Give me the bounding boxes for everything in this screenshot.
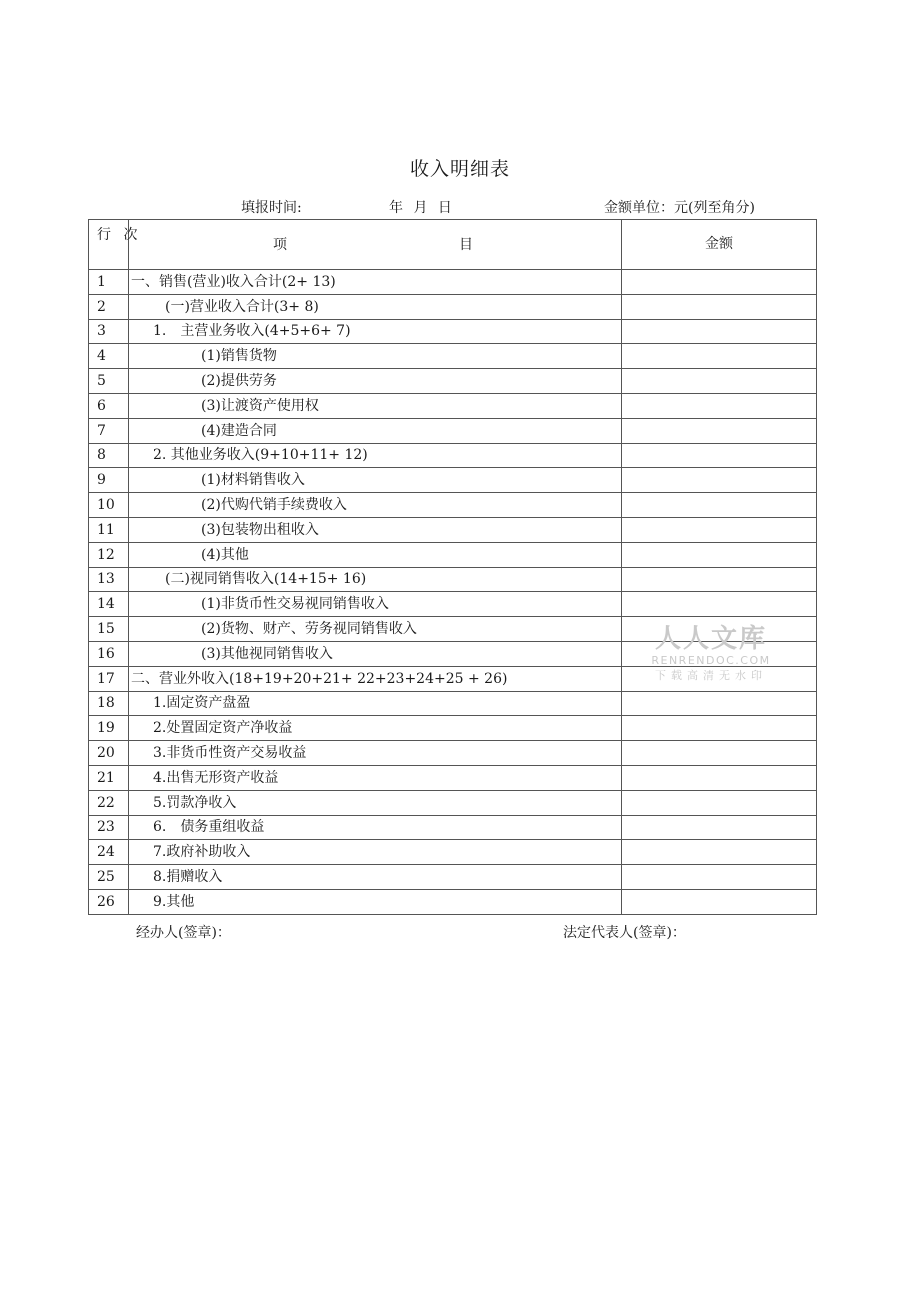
row-number: 26	[89, 889, 129, 914]
row-item: 二、营业外收入(18+19+20+21+ 22+23+24+25 + 26)	[129, 666, 622, 691]
row-item: (1)销售货物	[129, 344, 622, 369]
table-row	[89, 443, 817, 468]
watermark-url: RENRENDOC.COM	[651, 654, 771, 667]
row-item: 1. 主营业务收入(4+5+6+ 7)	[129, 319, 622, 344]
row-number: 7	[89, 418, 129, 443]
row-number: 14	[89, 592, 129, 617]
row-amount-cell[interactable]	[622, 468, 817, 493]
row-amount-cell[interactable]	[622, 592, 817, 617]
row-number: 6	[89, 393, 129, 418]
table-row	[89, 517, 817, 542]
table-row	[89, 270, 817, 295]
handler-signature-label: 经办人(签章)：	[136, 925, 231, 941]
table-row	[89, 418, 817, 443]
table-row	[89, 319, 817, 344]
date-placeholder: 年 月 日	[389, 200, 452, 216]
table-row	[89, 393, 817, 418]
table-row	[89, 889, 817, 914]
table-row	[89, 840, 817, 865]
row-number: 10	[89, 493, 129, 518]
row-amount-cell[interactable]	[622, 741, 817, 766]
row-number: 11	[89, 517, 129, 542]
row-number: 4	[89, 344, 129, 369]
row-item: 8.捐赠收入	[129, 865, 622, 890]
row-amount-cell[interactable]	[622, 691, 817, 716]
page-title: 收入明细表	[409, 158, 510, 180]
table-row	[89, 567, 817, 592]
row-item: 4.出售无形资产收益	[129, 765, 622, 790]
table-row	[89, 790, 817, 815]
table-row	[89, 344, 817, 369]
row-amount-cell[interactable]	[622, 790, 817, 815]
header-row-no: 行 次	[89, 220, 129, 270]
row-item: (1)非货币性交易视同销售收入	[129, 592, 622, 617]
watermark	[646, 624, 776, 684]
row-item: (3)包装物出租收入	[129, 517, 622, 542]
header-item	[129, 220, 622, 270]
row-number: 22	[89, 790, 129, 815]
row-amount-cell[interactable]	[622, 418, 817, 443]
row-amount-cell[interactable]	[622, 889, 817, 914]
row-number: 9	[89, 468, 129, 493]
row-number: 1	[89, 270, 129, 295]
row-number: 5	[89, 369, 129, 394]
row-amount-cell[interactable]	[622, 393, 817, 418]
row-amount-cell[interactable]	[622, 369, 817, 394]
row-item: 7.政府补助收入	[129, 840, 622, 865]
table-row	[89, 294, 817, 319]
row-item: (4)建造合同	[129, 418, 622, 443]
header-item-right: 目	[459, 237, 473, 253]
row-number: 18	[89, 691, 129, 716]
table-row	[89, 865, 817, 890]
row-item: (2)代购代销手续费收入	[129, 493, 622, 518]
table-row	[89, 542, 817, 567]
row-item: 9.其他	[129, 889, 622, 914]
amount-unit-label: 金额单位：元(列至角分)	[604, 200, 755, 216]
row-number: 24	[89, 840, 129, 865]
row-number: 15	[89, 617, 129, 642]
row-item: (2)提供劳务	[129, 369, 622, 394]
row-number: 12	[89, 542, 129, 567]
watermark-logo: 人人文库	[654, 624, 767, 654]
row-item: (4)其他	[129, 542, 622, 567]
row-number: 23	[89, 815, 129, 840]
row-item: (二)视同销售收入(14+15+ 16)	[129, 567, 622, 592]
table-row	[89, 691, 817, 716]
table-row	[89, 716, 817, 741]
row-number: 21	[89, 765, 129, 790]
row-number: 13	[89, 567, 129, 592]
row-item: (2)货物、财产、劳务视同销售收入	[129, 617, 622, 642]
row-amount-cell[interactable]	[622, 815, 817, 840]
row-amount-cell[interactable]	[622, 294, 817, 319]
table-row	[89, 369, 817, 394]
row-amount-cell[interactable]	[622, 493, 817, 518]
row-item: 1.固定资产盘盈	[129, 691, 622, 716]
row-number: 16	[89, 641, 129, 666]
row-item: 5.罚款净收入	[129, 790, 622, 815]
table-row	[89, 468, 817, 493]
row-amount-cell[interactable]	[622, 765, 817, 790]
watermark-subtitle: 下载高清无水印	[655, 669, 767, 682]
table-row	[89, 765, 817, 790]
row-amount-cell[interactable]	[622, 443, 817, 468]
row-amount-cell[interactable]	[622, 865, 817, 890]
row-item: 6. 债务重组收益	[129, 815, 622, 840]
table-header-row	[89, 220, 817, 270]
table-row	[89, 592, 817, 617]
row-amount-cell[interactable]	[622, 542, 817, 567]
row-item: (3)其他视同销售收入	[129, 641, 622, 666]
row-item: (一)营业收入合计(3+ 8)	[129, 294, 622, 319]
row-item: 3.非货币性资产交易收益	[129, 741, 622, 766]
row-amount-cell[interactable]	[622, 567, 817, 592]
table-row	[89, 815, 817, 840]
header-item-left: 项	[273, 237, 287, 253]
row-amount-cell[interactable]	[622, 344, 817, 369]
row-item: (1)材料销售收入	[129, 468, 622, 493]
row-number: 20	[89, 741, 129, 766]
table-row	[89, 493, 817, 518]
row-amount-cell[interactable]	[622, 319, 817, 344]
header-amount: 金额	[622, 220, 817, 270]
row-amount-cell[interactable]	[622, 270, 817, 295]
row-number: 17	[89, 666, 129, 691]
row-item: 2.处置固定资产净收益	[129, 716, 622, 741]
table-row	[89, 741, 817, 766]
row-amount-cell[interactable]	[622, 716, 817, 741]
row-number: 2	[89, 294, 129, 319]
legal-rep-signature-label: 法定代表人(签章)：	[563, 925, 686, 941]
row-number: 8	[89, 443, 129, 468]
row-number: 25	[89, 865, 129, 890]
row-amount-cell[interactable]	[622, 840, 817, 865]
row-item: 一、销售(营业)收入合计(2+ 13)	[129, 270, 622, 295]
fill-time-label: 填报时间:	[241, 200, 302, 216]
row-number: 19	[89, 716, 129, 741]
row-item: 2. 其他业务收入(9+10+11+ 12)	[129, 443, 622, 468]
row-number: 3	[89, 319, 129, 344]
income-detail-table	[88, 219, 817, 915]
row-amount-cell[interactable]	[622, 517, 817, 542]
row-item: (3)让渡资产使用权	[129, 393, 622, 418]
